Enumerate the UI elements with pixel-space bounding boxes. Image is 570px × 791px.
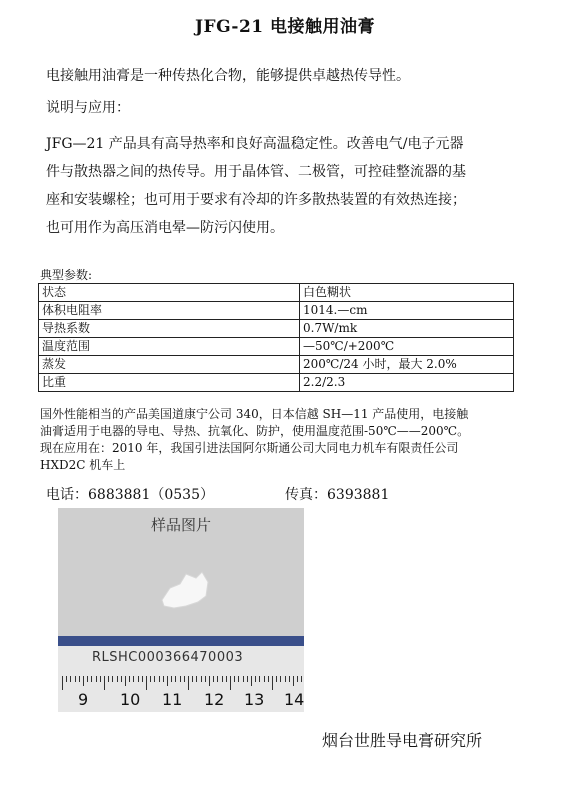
ruler-tick	[234, 676, 235, 682]
ruler-tick	[87, 676, 88, 682]
ruler-tick	[175, 676, 176, 682]
ruler-tick	[171, 676, 172, 682]
param-key: 温度范围	[39, 338, 300, 356]
ruler-tick	[243, 676, 244, 682]
ruler-tick	[112, 676, 113, 682]
params-label: 典型参数:	[40, 268, 93, 282]
ruler-tick	[251, 676, 252, 686]
ruler-edge	[58, 636, 304, 646]
table-row	[39, 302, 514, 320]
ruler-tick	[75, 676, 76, 682]
ruler-tick	[96, 676, 97, 682]
ruler-tick	[293, 676, 294, 686]
institute-name: 烟台世胜导电膏研究所	[322, 731, 483, 750]
table-row	[39, 374, 514, 392]
ruler-tick	[70, 676, 71, 682]
sample-grease-blob	[156, 566, 216, 616]
usage-heading: 说明与应用：	[46, 100, 130, 116]
usage-line: 座和安装螺栓；也可用于要求有冷却的许多散热装置的有效热连接；	[46, 192, 466, 208]
ruler-tick	[142, 676, 143, 682]
ruler-tick	[226, 676, 227, 682]
ruler-tick	[209, 676, 210, 686]
ruler-tick	[289, 676, 290, 682]
document-title: JFG-21 电接触用油膏	[194, 17, 376, 37]
ruler-tick	[150, 676, 151, 682]
ruler-tick	[297, 676, 298, 682]
ruler-tick	[217, 676, 218, 682]
ruler-tick	[125, 676, 126, 686]
fax-number: 传真：6393881	[285, 487, 390, 503]
param-value: 200℃/24 小时，最大 2.0%	[300, 356, 514, 374]
param-key: 体积电阻率	[39, 302, 300, 320]
ruler-tick	[79, 676, 80, 682]
ruler-tick	[138, 676, 139, 682]
ruler-number: 11	[162, 690, 183, 709]
ruler-tick	[100, 676, 101, 682]
ruler-tick	[230, 676, 231, 690]
param-value: 2.2/2.3	[300, 374, 514, 392]
param-key: 导热系数	[39, 320, 300, 338]
ruler-tick	[213, 676, 214, 682]
param-key: 比重	[39, 374, 300, 392]
table-row	[39, 284, 514, 302]
usage-line: 也可用作为高压消电晕—防污闪使用。	[46, 220, 284, 236]
ruler-tick	[133, 676, 134, 682]
ruler-tick	[104, 676, 105, 690]
param-key: 蒸发	[39, 356, 300, 374]
note-line: HXD2C 机车上	[40, 458, 126, 472]
ruler-tick	[201, 676, 202, 682]
ruler-tick	[259, 676, 260, 682]
table-row	[39, 356, 514, 374]
ruler-tick	[264, 676, 265, 682]
ruler-tick	[222, 676, 223, 682]
ruler-tick	[285, 676, 286, 682]
ruler-tick	[146, 676, 147, 690]
table-row	[39, 320, 514, 338]
ruler-tick	[83, 676, 84, 686]
ruler-tick	[180, 676, 181, 682]
ruler-tick	[238, 676, 239, 682]
ruler-tick	[163, 676, 164, 682]
ruler-tick	[167, 676, 168, 686]
ruler-ticks	[58, 676, 304, 690]
notes	[40, 406, 530, 474]
param-value: —50℃/+200℃	[300, 338, 514, 356]
ruler-number: 14	[284, 690, 304, 709]
usage-body	[46, 130, 526, 242]
param-key: 状态	[39, 284, 300, 302]
note-line: 国外性能相当的产品美国道康宁公司 340，日本信越 SH—11 产品使用，电接触	[40, 407, 469, 421]
ruler-tick	[121, 676, 122, 682]
intro-text: 电接触用油膏是一种传热化合物，能够提供卓越热传导性。	[46, 68, 410, 84]
ruler-tick	[205, 676, 206, 682]
param-value: 0.7W/mk	[300, 320, 514, 338]
ruler-tick	[62, 676, 63, 690]
ruler-tick	[159, 676, 160, 682]
ruler-tick	[247, 676, 248, 682]
usage-line: JFG—21 产品具有高导热率和良好高温稳定性。改善电气/电子元器	[46, 136, 464, 152]
ruler-number: 10	[120, 690, 141, 709]
ruler-tick	[276, 676, 277, 682]
param-value: 白色糊状	[300, 284, 514, 302]
ruler-tick	[272, 676, 273, 690]
ruler-tick	[184, 676, 185, 682]
ruler-number: 9	[78, 690, 89, 709]
ruler-tick	[188, 676, 189, 690]
params-table	[38, 283, 514, 392]
note-line: 油膏适用于电器的导电、导热、抗氧化、防护，使用温度范围-50℃——200℃。	[40, 424, 470, 438]
ruler-tick	[108, 676, 109, 682]
ruler-tick	[129, 676, 130, 682]
ruler-tick	[268, 676, 269, 682]
table-row	[39, 338, 514, 356]
photo-label: 样品图片	[150, 516, 211, 534]
usage-line: 件与散热器之间的热传导。用于晶体管、二极管，可控硅整流器的基	[46, 164, 466, 180]
ruler-tick	[301, 676, 302, 682]
sample-photo	[58, 508, 304, 712]
param-value: 1014.—cm	[300, 302, 514, 320]
ruler-tick	[66, 676, 67, 682]
phone-number: 电话：6883881（0535）	[46, 487, 214, 503]
ruler-tick	[196, 676, 197, 682]
ruler-number: 12	[204, 690, 225, 709]
ruler-number: 13	[244, 690, 265, 709]
note-line: 现在应用在：2010 年，我国引进法国阿尔斯通公司大同电力机车有限责任公司	[40, 441, 459, 455]
ruler-tick	[91, 676, 92, 682]
ruler-tick	[117, 676, 118, 682]
ruler-tick	[192, 676, 193, 682]
ruler-tick	[255, 676, 256, 682]
ruler-barcode: RLSHC000366470003	[92, 650, 244, 665]
ruler-tick	[280, 676, 281, 682]
ruler-tick	[154, 676, 155, 682]
